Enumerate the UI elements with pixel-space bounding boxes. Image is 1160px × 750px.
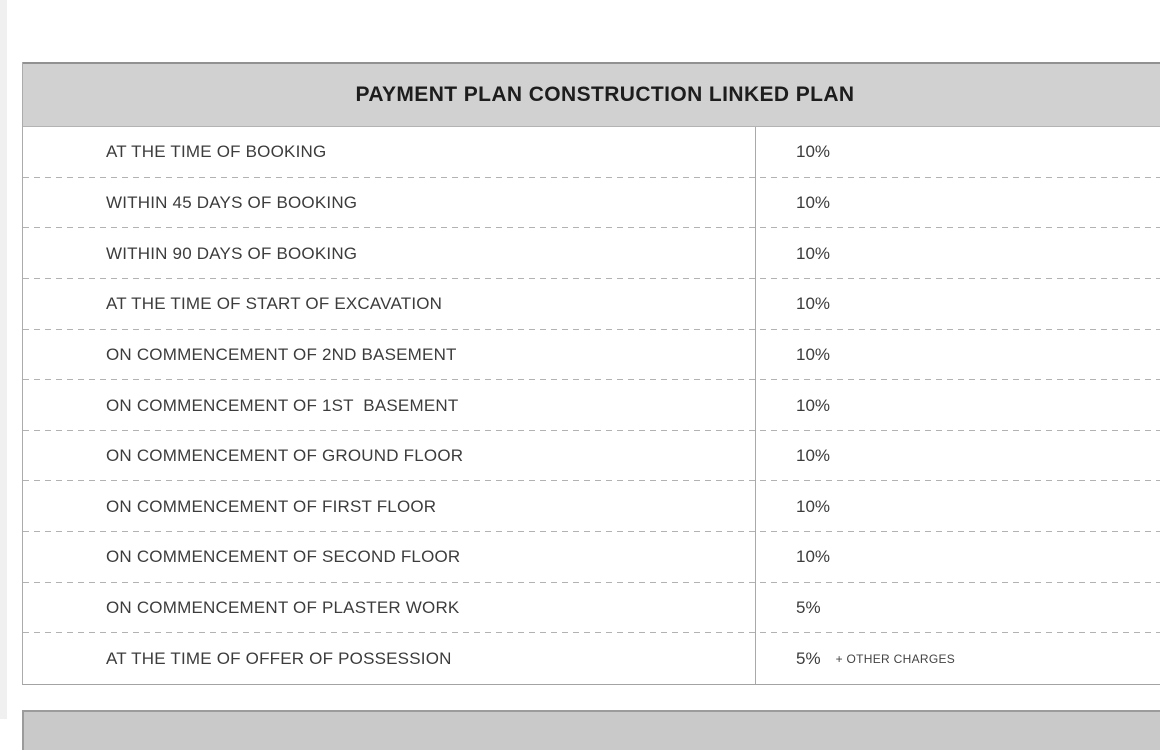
percentage-value: 10% [796, 142, 831, 162]
table-row [23, 279, 1160, 330]
page-left-edge-strip [0, 0, 7, 719]
table-row [23, 228, 1160, 279]
payment-plan-table-header [23, 62, 1160, 127]
table-row [23, 633, 1160, 684]
percentage-value: 10% [796, 496, 831, 516]
value-cell [756, 330, 1160, 381]
percentage-value: 10% [796, 446, 831, 466]
value-cell [756, 532, 1160, 583]
percentage-value: 10% [796, 192, 831, 212]
milestone-cell: AT THE TIME OF OFFER OF POSSESSION [23, 633, 756, 684]
percentage-value: 10% [796, 395, 831, 415]
table-row [23, 583, 1160, 634]
value-cell [756, 633, 1160, 684]
milestone-cell: ON COMMENCEMENT OF PLASTER WORK [23, 583, 756, 634]
value-cell [756, 228, 1160, 279]
percentage-value: 5% [796, 648, 821, 668]
value-cell [756, 583, 1160, 634]
milestone-cell: AT THE TIME OF START OF EXCAVATION [23, 279, 756, 330]
milestone-cell: WITHIN 90 DAYS OF BOOKING [23, 228, 756, 279]
value-cell [756, 481, 1160, 532]
value-cell [756, 380, 1160, 431]
other-charges-note: + OTHER CHARGES [835, 651, 956, 666]
table-row [23, 431, 1160, 482]
table-row [23, 380, 1160, 431]
percentage-value: 10% [796, 243, 831, 263]
payment-plan-title: PAYMENT PLAN CONSTRUCTION LINKED PLAN [355, 83, 855, 106]
percentage-value: 5% [796, 598, 821, 618]
percentage-value: 10% [796, 344, 831, 364]
next-table-header-strip [22, 710, 1160, 750]
table-row [23, 178, 1160, 229]
value-cell [756, 178, 1160, 229]
milestone-cell: ON COMMENCEMENT OF FIRST FLOOR [23, 481, 756, 532]
value-cell [756, 279, 1160, 330]
table-row [23, 330, 1160, 381]
table-row [23, 481, 1160, 532]
milestone-cell: WITHIN 45 DAYS OF BOOKING [23, 178, 756, 229]
milestone-cell: ON COMMENCEMENT OF SECOND FLOOR [23, 532, 756, 583]
milestone-cell: ON COMMENCEMENT OF 1ST BASEMENT [23, 380, 756, 431]
milestone-cell: ON COMMENCEMENT OF GROUND FLOOR [23, 431, 756, 482]
payment-plan-table-body [23, 127, 1160, 684]
milestone-cell: ON COMMENCEMENT OF 2ND BASEMENT [23, 330, 756, 381]
value-cell [756, 127, 1160, 178]
percentage-value: 10% [796, 294, 831, 314]
table-row [23, 532, 1160, 583]
percentage-value: 10% [796, 547, 831, 567]
table-row [23, 127, 1160, 178]
milestone-cell: AT THE TIME OF BOOKING [23, 127, 756, 178]
value-cell [756, 431, 1160, 482]
payment-plan-table [22, 62, 1160, 685]
